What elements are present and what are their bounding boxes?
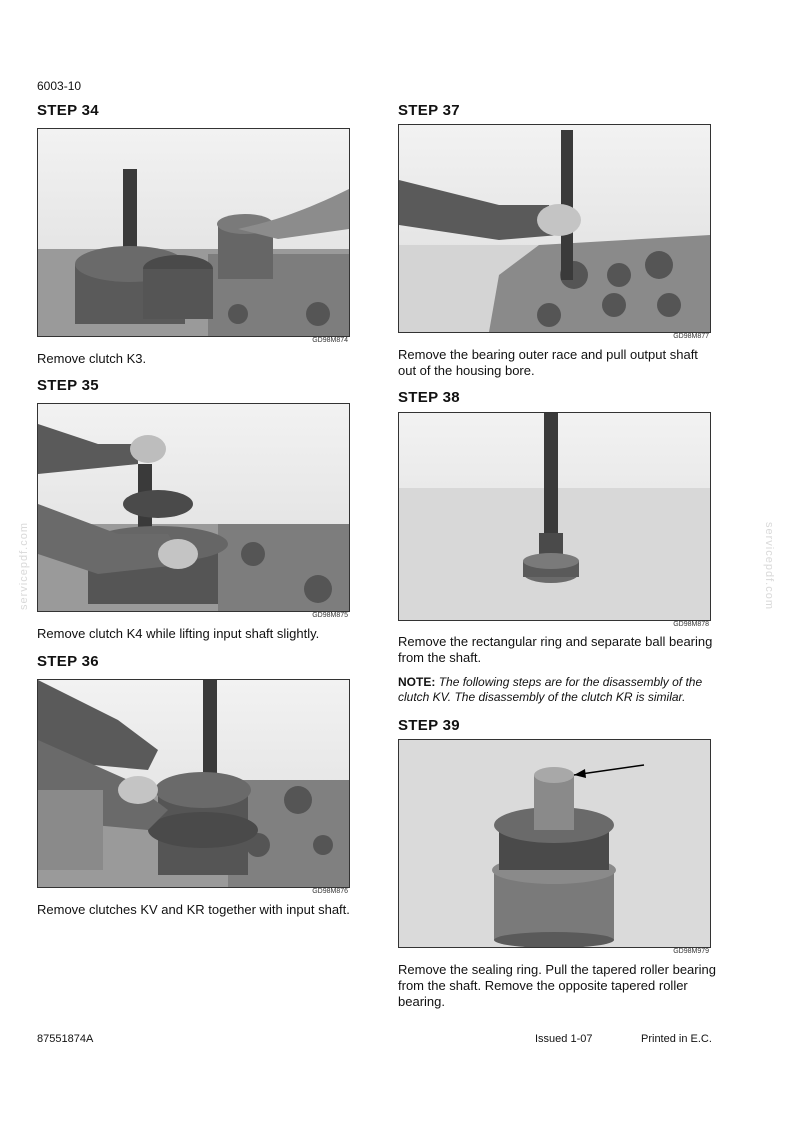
step-38-photo (398, 412, 711, 621)
footer-doc-number: 87551874A (37, 1033, 94, 1045)
page-number: 6003-10 (37, 79, 82, 93)
step-37-caption: Remove the bearing outer race and pull output shaft out of the housing bore. (398, 347, 698, 378)
step-38-caption: Remove the rectangular ring and separate ball bearing from the shaft. (398, 634, 713, 665)
step-36-figure-code: GD98M876 (312, 888, 348, 895)
step-38-heading: STEP 38 (398, 389, 460, 406)
note-label: NOTE: (398, 675, 436, 689)
step-39-photo (398, 739, 711, 948)
step-37-figure-code: GD98M877 (673, 333, 709, 340)
footer-issued: Issued 1-07 (535, 1033, 593, 1045)
step-34-figure-code: GD98M874 (312, 337, 348, 344)
watermark-right: servicepdf.com (762, 522, 775, 610)
step-37-photo (398, 124, 711, 333)
step-35-heading: STEP 35 (37, 377, 99, 394)
step-34-photo (37, 128, 350, 337)
step-35-figure-code: GD98M875 (312, 612, 348, 619)
step-39-heading: STEP 39 (398, 717, 460, 734)
footer-printed: Printed in E.C. (641, 1033, 712, 1045)
step-38-figure-code: GD98M878 (673, 621, 709, 628)
note (398, 675, 716, 705)
step-39-figure-code: GD98M979 (673, 948, 709, 955)
watermark-left: servicepdf.com (17, 522, 30, 610)
note-text: The following steps are for the disassembly of the clutch KV. The disassembly of the clutch KR is similar. (398, 675, 703, 704)
step-36-caption: Remove clutches KV and KR together with input shaft. (37, 902, 350, 917)
step-34-heading: STEP 34 (37, 102, 99, 119)
step-35-photo (37, 403, 350, 612)
step-37-heading: STEP 37 (398, 102, 460, 119)
step-36-heading: STEP 36 (37, 653, 99, 670)
step-36-photo (37, 679, 350, 888)
step-34-caption: Remove clutch K3. (37, 351, 147, 366)
step-39-caption: Remove the sealing ring. Pull the tapered roller bearing from the shaft. Remove the opposite tapered roller bearing. (398, 962, 716, 1009)
step-35-caption: Remove clutch K4 while lifting input shaft slightly. (37, 626, 320, 641)
